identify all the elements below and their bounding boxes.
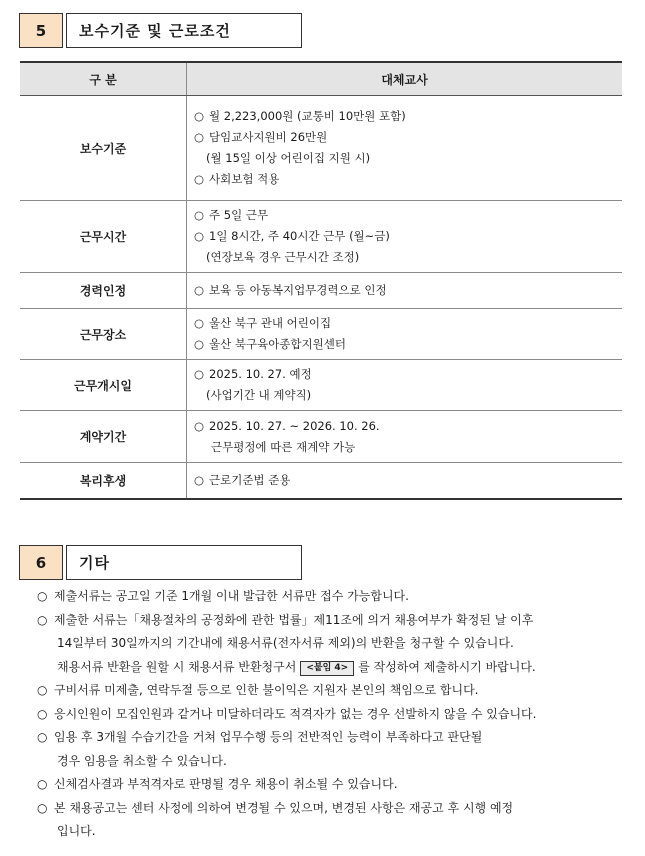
note-text: 경우 임용을 취소할 수 있습니다.	[57, 753, 227, 768]
row-content	[187, 463, 623, 499]
note-text: 임용 후 3개월 수습기간을 거쳐 업무수행 등의 전반적인 능력이 부족하다고 판단될	[54, 730, 483, 744]
section-number: 6	[19, 545, 63, 580]
notes-list	[37, 585, 627, 844]
content-line	[194, 280, 622, 301]
row-content	[187, 96, 623, 201]
line-text: 주 5일 근무	[209, 208, 269, 222]
content-line	[194, 169, 622, 190]
line-text: 1일 8시간, 주 40시간 근무 (월~금)	[209, 229, 390, 243]
content-line	[194, 364, 622, 385]
note-text: 제출서류는 공고일 기준 1개월 이내 발급한 서류만 접수 가능합니다.	[54, 589, 409, 603]
note-item	[37, 726, 627, 773]
table-row	[20, 463, 622, 499]
row-label: 계약기간	[20, 411, 187, 463]
column-header-category: 구 분	[20, 62, 187, 96]
bullet-circle-icon: ○	[194, 337, 205, 351]
note-item	[37, 585, 627, 609]
line-text: 근무평정에 따른 재계약 가능	[211, 439, 356, 454]
note-item	[37, 797, 627, 844]
bullet-circle-icon: ○	[194, 283, 205, 297]
line-text: 근로기준법 준용	[209, 472, 291, 487]
note-item	[37, 773, 627, 797]
note-text: 입니다.	[57, 824, 96, 838]
section-title: 기타	[66, 545, 302, 580]
section-6-header	[19, 545, 302, 580]
note-text: 응시인원이 모집인원과 같거나 미달하더라도 적격자가 없는 경우 선발하지 않을 수 있습니다.	[54, 706, 537, 721]
row-label: 경력인정	[20, 273, 187, 309]
note-text: 구비서류 미제출, 연락두절 등으로 인한 불이익은 지원자 본인의 책임으로 합니다.	[54, 683, 479, 697]
content-line	[194, 470, 622, 491]
line-text: (사업기간 내 계약직)	[206, 388, 312, 402]
bullet-circle-icon: ○	[194, 208, 205, 222]
bullet-circle-icon: ○	[37, 800, 48, 815]
bullet-circle-icon: ○	[194, 229, 205, 243]
row-content	[187, 411, 623, 463]
note-text: 신체검사결과 부적격자로 판명될 경우 채용이 취소될 수 있습니다.	[54, 777, 398, 791]
content-line	[194, 106, 622, 127]
row-content	[187, 360, 623, 411]
line-text: 담임교사지원비 26만원	[209, 130, 328, 144]
table-row	[20, 201, 622, 273]
table-row	[20, 309, 622, 360]
column-header-substitute-teacher: 대체교사	[187, 62, 623, 96]
note-text-with-attachment	[54, 656, 536, 680]
note-text: 본 채용공고는 센터 사정에 의하여 변경될 수 있으며, 변경된 사항은 재공고 후 시행 예정	[54, 800, 514, 815]
content-line	[194, 148, 622, 169]
row-content	[187, 309, 623, 360]
bullet-circle-icon: ○	[194, 172, 205, 186]
bullet-circle-icon: ○	[37, 777, 48, 791]
row-label: 근무시간	[20, 201, 187, 273]
line-text: 2025. 10. 27. ~ 2026. 10. 26.	[209, 418, 380, 433]
bullet-circle-icon: ○	[37, 683, 48, 697]
line-text: 보육 등 아동복지업무경력으로 인정	[209, 283, 387, 297]
line-text: 월 2,223,000원 (교통비 10만원 포함)	[209, 109, 406, 123]
content-line	[194, 127, 622, 148]
bullet-circle-icon: ○	[194, 109, 205, 123]
bullet-circle-icon: ○	[37, 706, 48, 721]
section-title: 보수기준 및 근로조건	[66, 13, 302, 48]
line-text: 울산 북구육아종합지원센터	[209, 337, 346, 351]
table-row	[20, 273, 622, 309]
bullet-circle-icon: ○	[194, 367, 205, 381]
table-row	[20, 411, 622, 463]
row-label: 보수기준	[20, 96, 187, 201]
bullet-circle-icon: ○	[37, 612, 48, 627]
note-item	[37, 703, 627, 727]
line-text: (월 15일 이상 어린이집 지원 시)	[206, 151, 371, 165]
section-5-header	[19, 13, 302, 48]
compensation-table	[20, 61, 622, 500]
note-text: 채용서류 반환을 원할 시 채용서류 반환청구서	[57, 659, 297, 674]
row-content	[187, 273, 623, 309]
note-text: 제출한 서류는「채용절차의 공정화에 관한 법률」제11조에 의거 채용여부가 확정된 날 이후	[54, 612, 534, 627]
line-text: 울산 북구 관내 어린이집	[209, 316, 332, 330]
content-line	[194, 205, 622, 226]
bullet-circle-icon: ○	[37, 730, 48, 744]
table-row	[20, 360, 622, 411]
bullet-circle-icon: ○	[194, 418, 205, 433]
line-text: 사회보험 적용	[209, 172, 280, 186]
content-line	[194, 247, 622, 268]
note-text: 를 작성하여 제출하시기 바랍니다.	[358, 659, 536, 674]
bullet-circle-icon: ○	[194, 316, 205, 330]
row-label: 근무장소	[20, 309, 187, 360]
line-text: 2025. 10. 27. 예정	[209, 367, 312, 381]
line-text: (연장보육 경우 근무시간 조정)	[206, 250, 360, 264]
note-item	[37, 609, 627, 680]
content-line	[194, 334, 622, 355]
row-label: 복리후생	[20, 463, 187, 499]
table-header-row	[20, 62, 622, 96]
note-item	[37, 679, 627, 703]
content-line	[194, 226, 622, 247]
attachment-badge: <붙임 4>	[300, 661, 354, 676]
table-row	[20, 96, 622, 201]
row-content	[187, 201, 623, 273]
bullet-circle-icon: ○	[194, 472, 205, 487]
section-number: 5	[19, 13, 63, 48]
row-label: 근무개시일	[20, 360, 187, 411]
content-line	[194, 416, 622, 437]
bullet-circle-icon: ○	[194, 130, 205, 144]
bullet-circle-icon: ○	[37, 589, 48, 603]
content-line	[194, 437, 622, 458]
content-line	[194, 313, 622, 334]
note-text: 14일부터 30일까지의 기간내에 채용서류(전자서류 제외)의 반환을 청구할 수 있습니다.	[57, 636, 514, 650]
content-line	[194, 385, 622, 406]
